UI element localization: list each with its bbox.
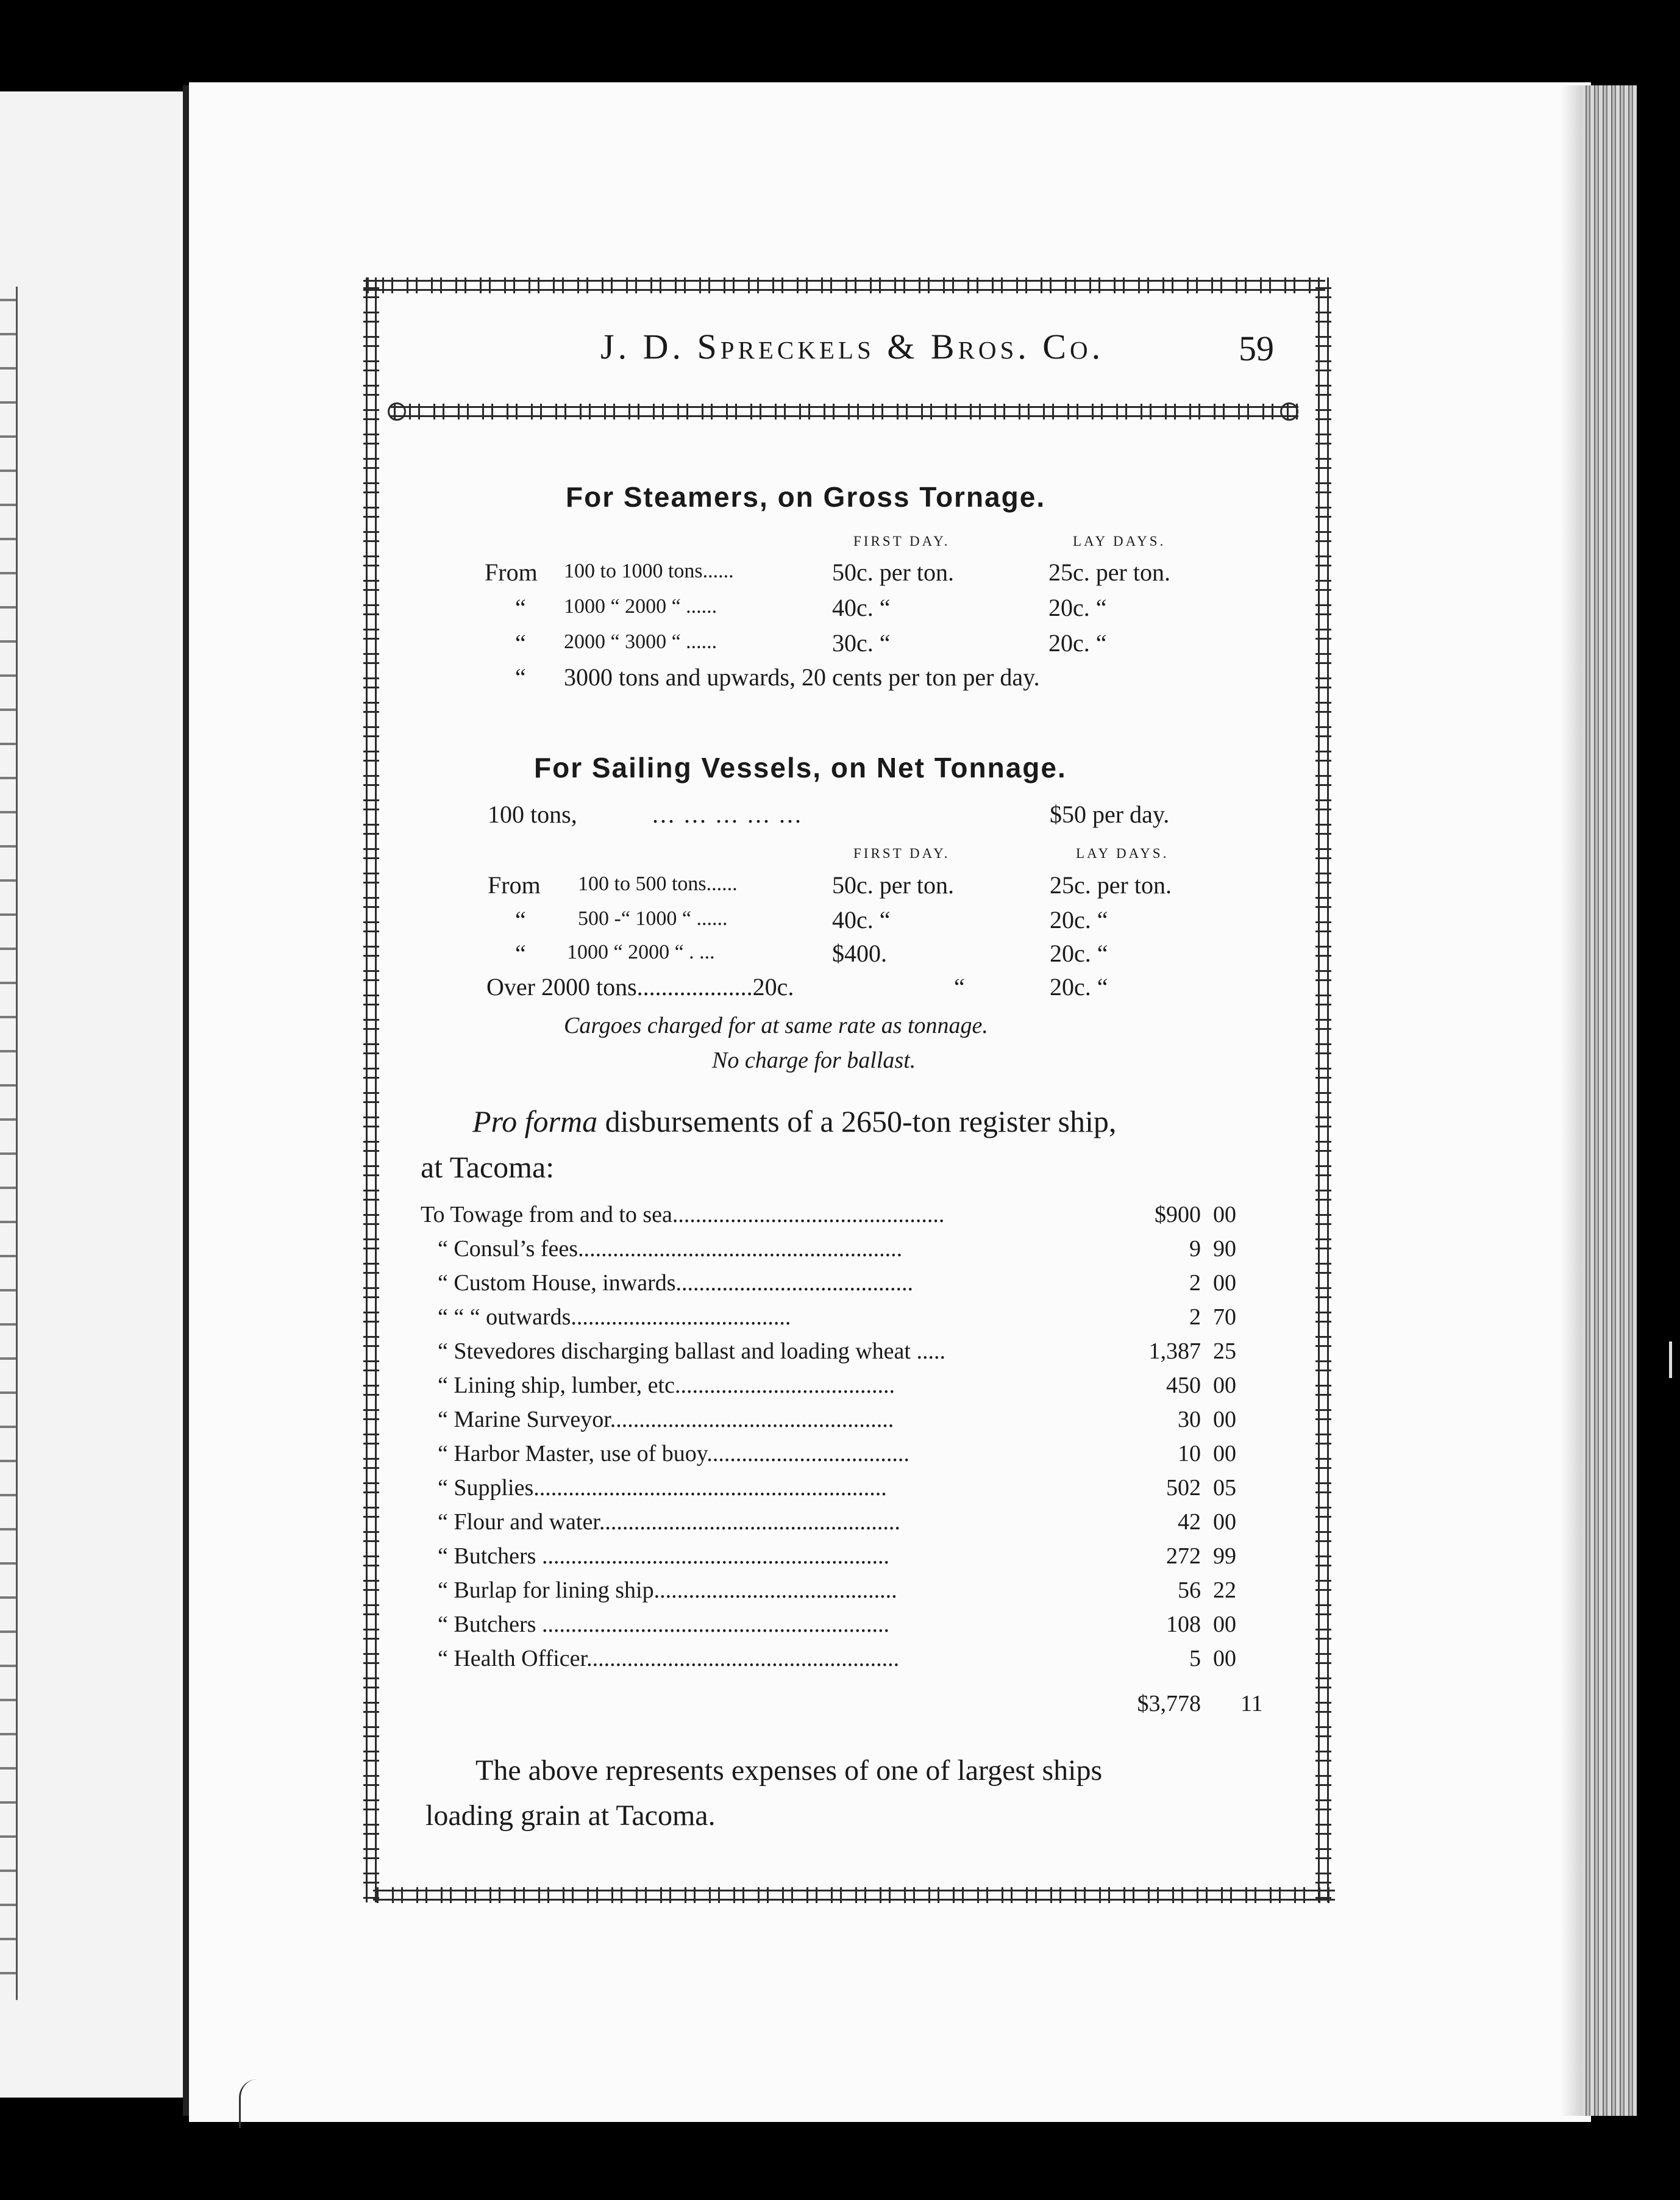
steamers-row-first: 40c. “ bbox=[832, 594, 891, 621]
expense-cents: 00 bbox=[1213, 1202, 1236, 1227]
expense-dollars: 10 bbox=[1178, 1441, 1201, 1466]
expense-cents: 00 bbox=[1213, 1441, 1236, 1466]
expense-dollars: 9 bbox=[1189, 1236, 1201, 1262]
left-page bbox=[0, 91, 183, 2098]
expense-cents: 05 bbox=[1213, 1475, 1236, 1501]
steamers-row-prefix: From bbox=[485, 559, 538, 586]
expense-label: “ “ “ outwards...................................... bbox=[438, 1304, 791, 1330]
expense-label: “ Marine Surveyor................................................. bbox=[438, 1407, 894, 1432]
steamers-row-range: 100 to 1000 tons...... bbox=[564, 560, 734, 582]
steamers-row-range: 1000 “ 2000 “ ...... bbox=[564, 595, 717, 618]
sailing-row-range: 1000 “ 2000 “ . ... bbox=[567, 941, 715, 963]
expense-label: “ Butchers ............................................................ bbox=[438, 1612, 889, 1637]
expense-dollars: 5 bbox=[1189, 1646, 1201, 1671]
sailing-row-first: 40c. “ bbox=[832, 906, 891, 934]
closing-line-1: The above represents expenses of one of largest ships bbox=[475, 1754, 1103, 1787]
steamers-last-row: 3000 tons and upwards, 20 cents per ton per day. bbox=[564, 663, 1040, 691]
total-dollars: $3,778 bbox=[1137, 1691, 1201, 1716]
book-gutter bbox=[183, 85, 189, 2116]
sailing-over-row: Over 2000 tons...................20c. bbox=[486, 973, 794, 1001]
steamers-row-first: 50c. per ton. bbox=[832, 559, 954, 586]
expense-dollars: 272 bbox=[1166, 1543, 1201, 1569]
disbursements-lead-line2: at Tacoma: bbox=[421, 1150, 555, 1184]
expense-label: “ Supplies............................................................. bbox=[438, 1475, 887, 1501]
steamers-last-prefix: “ bbox=[515, 663, 526, 691]
expense-label: “ Burlap for lining ship.......................................... bbox=[438, 1577, 897, 1603]
expense-dollars: 30 bbox=[1178, 1407, 1201, 1432]
expense-cents: 90 bbox=[1213, 1236, 1236, 1262]
expense-label: “ Butchers ............................................................ bbox=[438, 1543, 889, 1569]
expense-dollars: 56 bbox=[1178, 1577, 1201, 1603]
expense-label: “ Health Officer...................................................... bbox=[438, 1646, 900, 1671]
sailing-row-lay: 20c. “ bbox=[1050, 906, 1108, 934]
expense-dollars: 2 bbox=[1189, 1304, 1201, 1330]
page-edges bbox=[1582, 85, 1637, 2116]
sailing-first-line-left: 100 tons, bbox=[488, 801, 577, 828]
sailing-row-lay: 25c. per ton. bbox=[1050, 871, 1172, 899]
expense-cents: 00 bbox=[1213, 1612, 1236, 1637]
expense-cents: 25 bbox=[1213, 1338, 1236, 1364]
sailing-row-range: 500 -“ 1000 “ ...... bbox=[578, 907, 728, 930]
expense-label: “ Stevedores discharging ballast and loading wheat ..... bbox=[438, 1338, 945, 1364]
expense-dollars: 450 bbox=[1166, 1373, 1201, 1398]
steamers-row-range: 2000 “ 3000 “ ...... bbox=[564, 630, 717, 653]
expense-label: To Towage from and to sea............................................... bbox=[421, 1202, 945, 1227]
book-page bbox=[189, 82, 1591, 2122]
closing-line-2: loading grain at Tacoma. bbox=[425, 1799, 716, 1832]
chain-border-bottom bbox=[373, 1887, 1335, 1903]
steamers-row-lay: 20c. “ bbox=[1048, 629, 1107, 657]
sailing-note-ballast: No charge for ballast. bbox=[712, 1048, 916, 1073]
sailing-row-prefix: “ bbox=[515, 940, 526, 967]
chain-divider bbox=[390, 404, 1298, 420]
company-name: J. D. Spreckels & Bros. Co. bbox=[600, 327, 1105, 366]
steamers-row-first: 30c. “ bbox=[832, 629, 891, 657]
disbursements-lead-text: disbursements of a 2650-ton register ship, bbox=[597, 1104, 1117, 1138]
steamers-row-prefix: “ bbox=[515, 594, 526, 621]
sailing-first-line-right: $50 per day. bbox=[1050, 801, 1170, 828]
expense-cents: 70 bbox=[1213, 1304, 1236, 1330]
expense-dollars: $900 bbox=[1155, 1202, 1201, 1227]
steamers-col-lay-days: LAY DAYS. bbox=[1073, 534, 1166, 549]
chain-border-right bbox=[1315, 277, 1331, 1902]
chain-ring-right bbox=[1280, 402, 1298, 421]
sailing-over-lay: 20c. “ bbox=[1050, 973, 1108, 1001]
page-mark bbox=[239, 2079, 259, 2128]
sailing-row-first: 50c. per ton. bbox=[832, 871, 954, 899]
running-header bbox=[600, 326, 1104, 367]
expense-dollars: 42 bbox=[1178, 1509, 1201, 1535]
sailing-row-lay: 20c. “ bbox=[1050, 940, 1108, 967]
expense-cents: 00 bbox=[1213, 1270, 1236, 1296]
expense-label: “ Consul’s fees........................................................ bbox=[438, 1236, 903, 1262]
expense-cents: 00 bbox=[1213, 1407, 1236, 1432]
expense-cents: 00 bbox=[1213, 1373, 1236, 1398]
chain-border-top bbox=[363, 277, 1325, 293]
steamers-row-lay: 20c. “ bbox=[1048, 594, 1107, 621]
sailing-col-first-day: FIRST DAY. bbox=[853, 846, 950, 861]
expense-cents: 22 bbox=[1213, 1577, 1236, 1603]
steamers-col-first-day: FIRST DAY. bbox=[853, 534, 950, 549]
steamers-row-lay: 25c. per ton. bbox=[1048, 559, 1170, 586]
scratch-mark bbox=[1669, 1341, 1672, 1378]
expense-dollars: 108 bbox=[1166, 1612, 1201, 1637]
expense-cents: 00 bbox=[1213, 1509, 1236, 1535]
sailing-note-cargoes: Cargoes charged for at same rate as tonnage. bbox=[564, 1013, 988, 1038]
expense-label: “ Custom House, inwards......................................... bbox=[438, 1270, 914, 1296]
steamers-row-prefix: “ bbox=[515, 629, 526, 657]
sailing-heading: For Sailing Vessels, on Net Tonnage. bbox=[534, 752, 1067, 784]
expense-dollars: 1,387 bbox=[1148, 1338, 1201, 1364]
page-number: 59 bbox=[1239, 329, 1274, 368]
sailing-first-line-dots: ... ... ... ... ... bbox=[652, 801, 803, 828]
sailing-row-prefix: “ bbox=[515, 906, 526, 934]
total-cents: 11 bbox=[1240, 1691, 1263, 1716]
chain-ring-left bbox=[388, 402, 406, 421]
sailing-over-ditto: “ bbox=[954, 973, 965, 1001]
disbursements-lead bbox=[472, 1104, 1116, 1139]
sailing-row-first: $400. bbox=[832, 940, 887, 967]
sailing-row-range: 100 to 500 tons...... bbox=[578, 873, 738, 895]
expense-cents: 99 bbox=[1213, 1543, 1236, 1569]
sailing-col-lay-days: LAY DAYS. bbox=[1076, 846, 1169, 861]
expense-label: “ Flour and water.................................................... bbox=[438, 1509, 900, 1535]
sailing-row-prefix: From bbox=[488, 871, 541, 899]
expense-dollars: 2 bbox=[1189, 1270, 1201, 1296]
expense-label: “ Lining ship, lumber, etc...................................... bbox=[438, 1373, 895, 1398]
left-page-chain-edge bbox=[0, 287, 18, 2000]
steamers-heading: For Steamers, on Gross Tornage. bbox=[566, 481, 1046, 513]
pro-forma-italic: Pro forma bbox=[472, 1104, 598, 1138]
page-curl bbox=[1561, 85, 1585, 2116]
expense-dollars: 502 bbox=[1166, 1475, 1201, 1501]
chain-border-left bbox=[363, 277, 379, 1902]
expense-label: “ Harbor Master, use of buoy................................... bbox=[438, 1441, 909, 1466]
expense-cents: 00 bbox=[1213, 1646, 1236, 1671]
